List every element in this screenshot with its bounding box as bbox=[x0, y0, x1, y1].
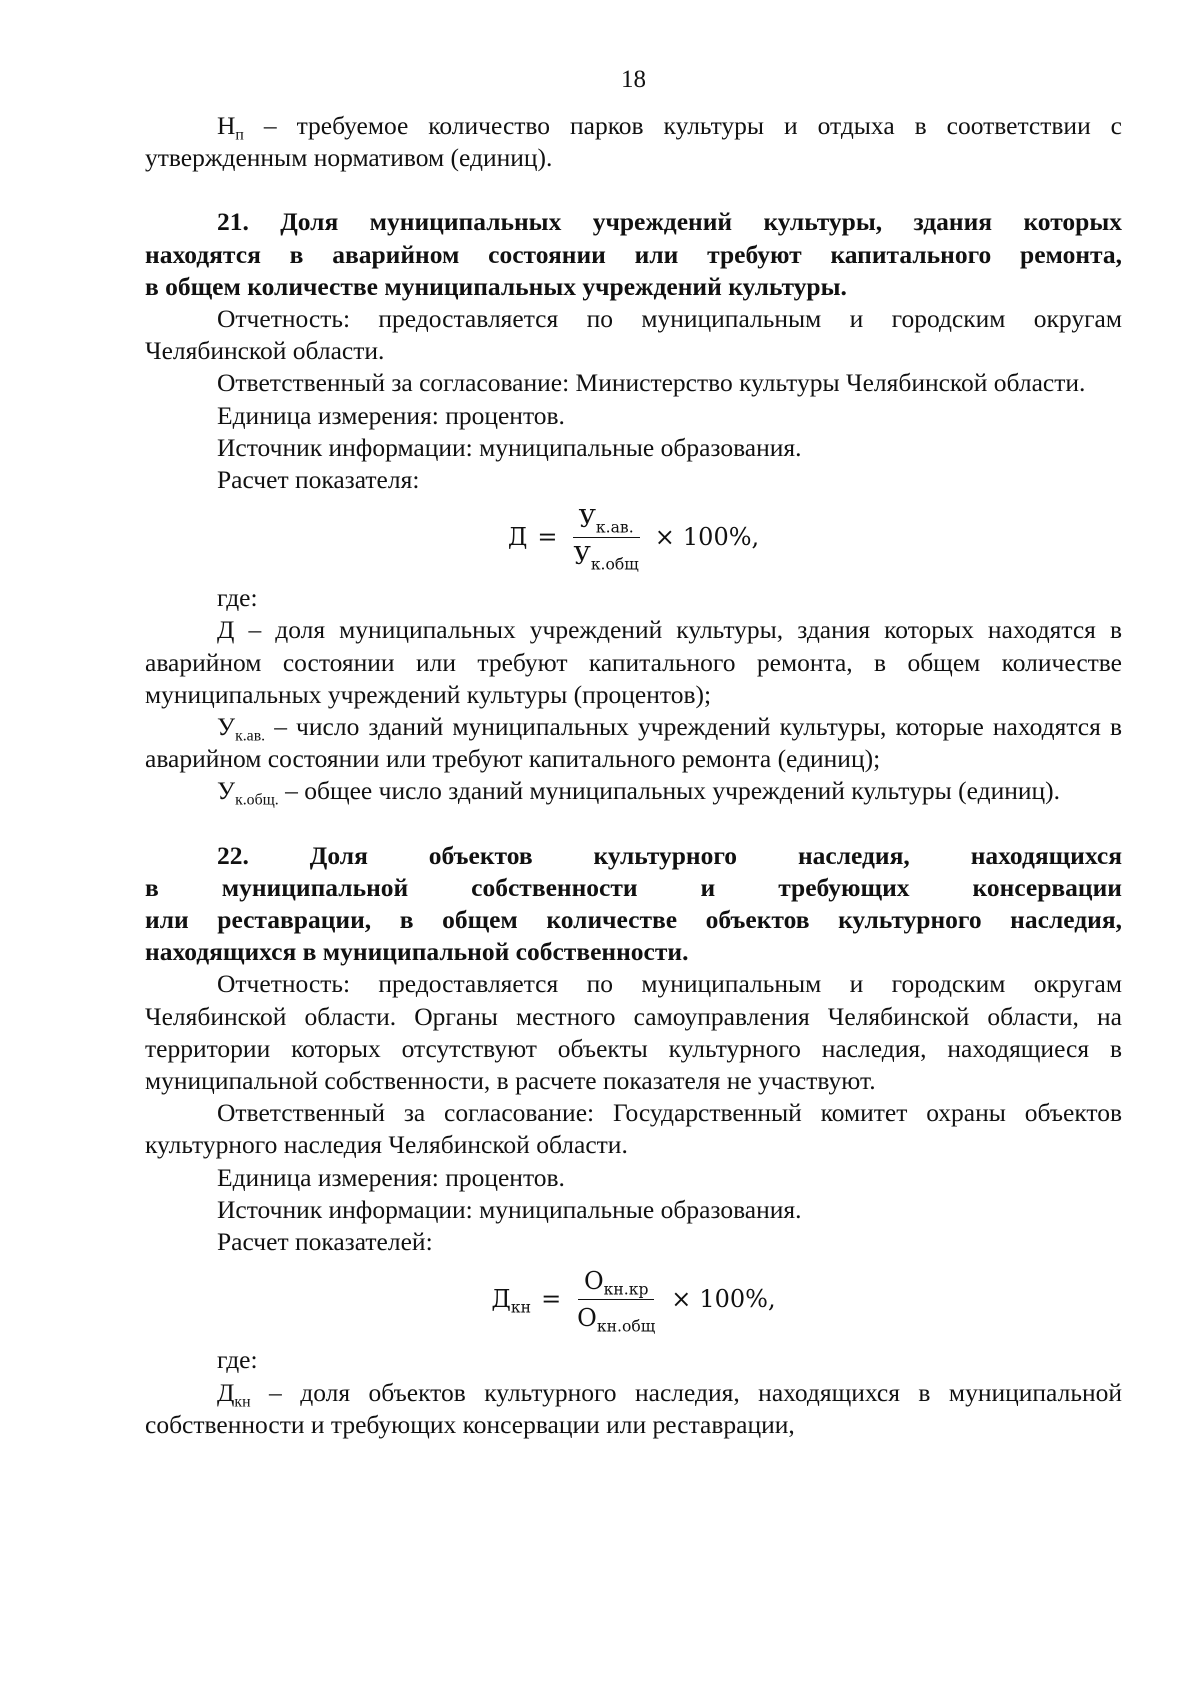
denominator-subscript: к.общ bbox=[590, 555, 639, 574]
section-21-heading-line-2: находятся в аварийном состоянии или требуют капитального ремонта, bbox=[145, 239, 1122, 269]
formula-denominator bbox=[567, 538, 644, 574]
definition-symbol: Д bbox=[217, 1377, 235, 1407]
formula-equals: = bbox=[537, 523, 558, 552]
page-number: 18 bbox=[621, 66, 646, 93]
spacer bbox=[145, 174, 1122, 206]
formula-denominator bbox=[571, 1300, 661, 1336]
denominator-symbol: О bbox=[577, 1303, 597, 1332]
numerator-symbol: У bbox=[578, 504, 596, 533]
section-22-formula bbox=[145, 1260, 1122, 1338]
formula-fraction bbox=[567, 504, 644, 574]
formula-times: × bbox=[671, 1285, 692, 1314]
lhs-symbol: Д bbox=[491, 1285, 511, 1314]
definition-subscript: кн bbox=[234, 1393, 251, 1411]
section-21-source: Источник информации: муниципальные образования. bbox=[217, 432, 802, 462]
section-22-source: Источник информации: муниципальные образования. bbox=[217, 1194, 802, 1224]
section-22-definition-1 bbox=[145, 1377, 1122, 1441]
definition-text: – общее число зданий муниципальных учреждений культуры (единиц). bbox=[278, 776, 1061, 806]
section-21-heading-line-1: 21. Доля муниципальных учреждений культуры, здания которых bbox=[217, 207, 1122, 237]
section-21-calc-label: Расчет показателя: bbox=[217, 465, 420, 495]
formula-fraction bbox=[571, 1266, 661, 1336]
section-22-unit: Единица измерения: процентов. bbox=[217, 1162, 565, 1192]
definition-symbol: У bbox=[217, 776, 236, 806]
section-21-definition-1 bbox=[145, 614, 1122, 711]
formula-tail: 100%, bbox=[699, 1285, 776, 1314]
intro-paragraph bbox=[145, 110, 1122, 174]
formula-numerator bbox=[573, 505, 640, 538]
section-21-unit: Единица измерения: процентов. bbox=[217, 400, 565, 430]
intro-symbol-sub: п bbox=[235, 126, 244, 144]
formula-tail: 100%, bbox=[682, 523, 760, 552]
section-21-definition-2 bbox=[145, 711, 1122, 775]
definition-subscript: к.общ. bbox=[235, 791, 279, 809]
section-22-heading-line-2: в муниципальной собственности и требующих консервации bbox=[145, 872, 1122, 902]
section-21-definition-3 bbox=[145, 775, 1122, 807]
definition-subscript: к.ав. bbox=[235, 727, 266, 745]
section-21-where: где: bbox=[217, 583, 258, 613]
intro-symbol: Н bbox=[217, 111, 236, 140]
section-22-responsible: Ответственный за согласование: Государственный комитет охраны объектов культурного наследия Челябинской области. bbox=[145, 1098, 1122, 1160]
section-22-heading-line-3: или реставрации, в общем количестве объектов культурного наследия, bbox=[145, 905, 1122, 935]
section-22-reporting: Отчетность: предоставляется по муниципальным и городским округам Челябинской области. Органы местного самоуправления Челябинской области, на территории которых отсутствуют объекты культурного наследия, находящиеся в муниципальной собственности, в расчете показателя не участвуют. bbox=[145, 969, 1122, 1096]
formula-times: × bbox=[654, 523, 675, 552]
definition-text: – доля муниципальных учреждений культуры, здания которых находятся в аварийном состоянии или требуют капитального ремонта, в общем количестве муниципальных учреждений культуры (процентов); bbox=[145, 615, 1122, 709]
section-22-calc-label: Расчет показателей: bbox=[217, 1227, 433, 1257]
numerator-subscript: к.ав. bbox=[595, 518, 634, 537]
formula-lhs: Д bbox=[507, 523, 528, 552]
formula-numerator bbox=[578, 1267, 655, 1300]
lhs-subscript: кн bbox=[510, 1298, 532, 1317]
denominator-symbol: У bbox=[573, 541, 591, 570]
numerator-subscript: кн.кр bbox=[603, 1280, 649, 1299]
section-21-reporting: Отчетность: предоставляется по муниципальным и городским округам Челябинской области. bbox=[145, 304, 1122, 366]
definition-text: – число зданий муниципальных учреждений культуры, которые находятся в аварийном состоянии или требуют капитального ремонта (единиц); bbox=[145, 712, 1122, 774]
section-21-formula bbox=[145, 498, 1122, 576]
section-22-heading-line-1: 22. Доля объектов культурного наследия, находящихся bbox=[217, 840, 1122, 870]
formula-lhs bbox=[491, 1285, 532, 1317]
section-22-where: где: bbox=[217, 1345, 258, 1375]
formula-equals: = bbox=[541, 1285, 562, 1314]
denominator-subscript: кн.общ bbox=[596, 1317, 656, 1336]
section-21-heading-line-3: в общем количестве муниципальных учреждений культуры. bbox=[145, 271, 847, 301]
section-22-heading-line-4: находящихся в муниципальной собственности. bbox=[145, 937, 689, 967]
section-21-responsible: Ответственный за согласование: Министерство культуры Челябинской области. bbox=[217, 368, 1086, 398]
spacer bbox=[145, 808, 1122, 840]
definition-symbol: У bbox=[217, 712, 236, 742]
definition-text: – доля объектов культурного наследия, находящихся в муниципальной собственности и требующих консервации или реставрации, bbox=[145, 1377, 1122, 1439]
definition-symbol: Д bbox=[217, 615, 235, 645]
numerator-symbol: О bbox=[583, 1266, 604, 1295]
intro-text: – требуемое количество парков культуры и отдыха в соответствии с утвержденным нормативом (единиц). bbox=[145, 111, 1122, 173]
